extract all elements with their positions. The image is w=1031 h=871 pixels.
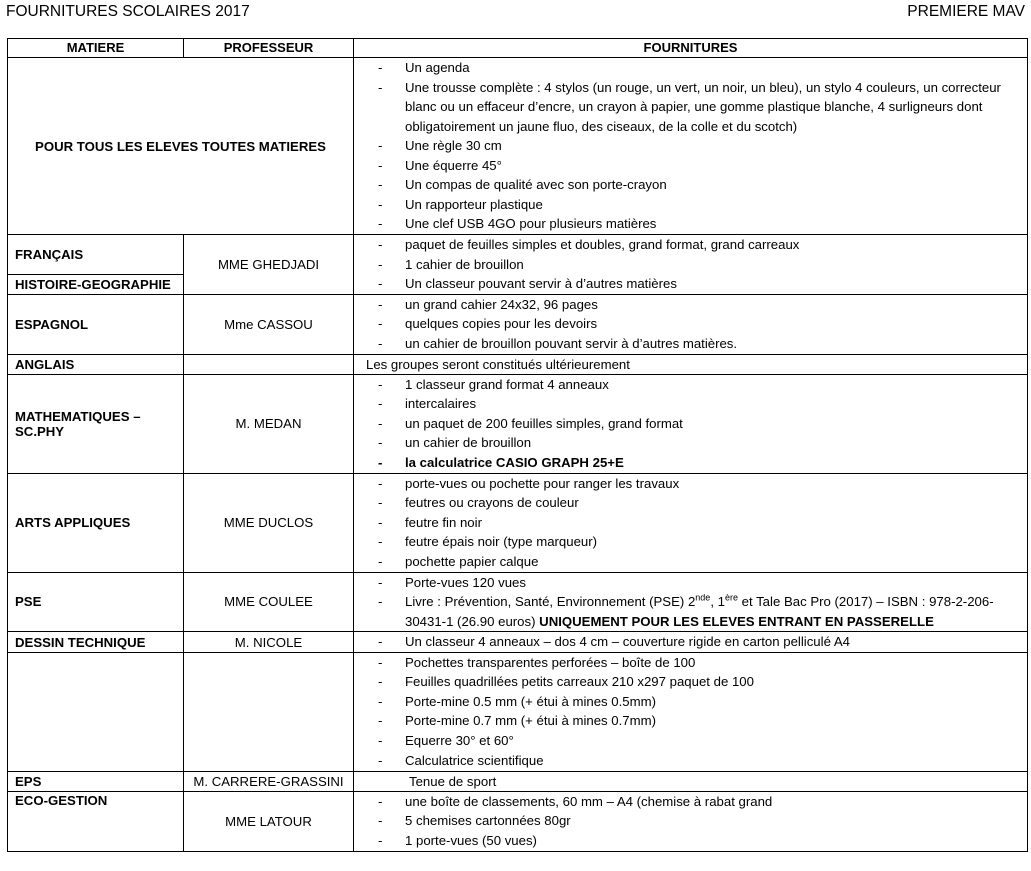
subject-cell: EPS bbox=[8, 771, 184, 791]
subject-cell bbox=[8, 652, 184, 771]
table-row bbox=[8, 572, 1028, 632]
list-item: - Porte-mine 0.7 mm (+ étui à mines 0.7mm) bbox=[354, 711, 1027, 731]
list-item: - 1 classeur grand format 4 anneaux bbox=[354, 375, 1027, 395]
list-item: - feutres ou crayons de couleur bbox=[354, 493, 1027, 513]
teacher-cell: MME DUCLOS bbox=[184, 473, 354, 572]
list-item: - Un compas de qualité avec son porte-crayon bbox=[354, 175, 1027, 195]
list-item: - quelques copies pour les devoirs bbox=[354, 314, 1027, 334]
list-item: - paquet de feuilles simples et doubles, grand format, grand carreaux bbox=[354, 235, 1027, 255]
teacher-cell bbox=[184, 354, 354, 374]
subject-cell: ESPAGNOL bbox=[8, 294, 184, 354]
note-text: Les groupes seront constitués ultérieurement bbox=[366, 356, 630, 372]
list-item: - une boîte de classements, 60 mm – A4 (chemise à rabat grand bbox=[354, 792, 1027, 812]
list-item: - Un rapporteur plastique bbox=[354, 195, 1027, 215]
table-row bbox=[8, 791, 1028, 851]
teacher-cell: M. NICOLE bbox=[184, 632, 354, 653]
teacher-cell: M. MEDAN bbox=[184, 374, 354, 473]
subject-cell: PSE bbox=[8, 572, 184, 632]
table-row bbox=[8, 235, 1028, 275]
document-title: FOURNITURES SCOLAIRES 2017 bbox=[6, 3, 250, 20]
list-item: - Un agenda bbox=[354, 58, 1027, 78]
list-item: - Une clef USB 4GO pour plusieurs matières bbox=[354, 214, 1027, 234]
list-item: - Porte-mine 0.5 mm (+ étui à mines 0.5mm) bbox=[354, 692, 1027, 712]
column-header-subject: MATIERE bbox=[8, 39, 184, 58]
subject-cell: ECO-GESTION bbox=[8, 791, 184, 851]
book-text: , 1 bbox=[710, 594, 725, 610]
list-item: - la calculatrice CASIO GRAPH 25+E bbox=[354, 453, 1027, 473]
supplies-cell bbox=[354, 632, 1028, 653]
class-name: PREMIERE MAV bbox=[907, 3, 1025, 20]
supplies-cell bbox=[354, 771, 1028, 791]
list-item: - 5 chemises cartonnées 80gr bbox=[354, 811, 1027, 831]
table-row bbox=[8, 294, 1028, 354]
table-row bbox=[8, 632, 1028, 653]
subject-cell: ANGLAIS bbox=[8, 354, 184, 374]
list-item: - Pochettes transparentes perforées – boîte de 100 bbox=[354, 653, 1027, 673]
list-item: - un paquet de 200 feuilles simples, grand format bbox=[354, 414, 1027, 434]
list-item: - Une règle 30 cm bbox=[354, 136, 1027, 156]
list-item: - Une équerre 45° bbox=[354, 156, 1027, 176]
teacher-cell: M. CARRERE-GRASSINI bbox=[184, 771, 354, 791]
supplies-table bbox=[7, 38, 1028, 852]
subject-cell: ARTS APPLIQUES bbox=[8, 473, 184, 572]
teacher-cell: MME LATOUR bbox=[184, 791, 354, 851]
list-item: - 1 porte-vues (50 vues) bbox=[354, 831, 1027, 851]
list-item: - intercalaires bbox=[354, 394, 1027, 414]
table-row bbox=[8, 354, 1028, 374]
superscript: ère bbox=[724, 592, 738, 603]
subject-cell: HISTOIRE-GEOGRAPHIE bbox=[8, 275, 184, 295]
subject-cell: DESSIN TECHNIQUE bbox=[8, 632, 184, 653]
supplies-cell bbox=[354, 791, 1028, 851]
list-item: - 1 cahier de brouillon bbox=[354, 255, 1027, 275]
subject-cell: FRANÇAIS bbox=[8, 235, 184, 275]
supplies-cell bbox=[354, 58, 1028, 235]
teacher-cell bbox=[184, 652, 354, 771]
note-text: Tenue de sport bbox=[409, 773, 497, 789]
list-item: - un grand cahier 24x32, 96 pages bbox=[354, 295, 1027, 315]
supplies-cell bbox=[354, 354, 1028, 374]
list-item: - feutre épais noir (type marqueur) bbox=[354, 532, 1027, 552]
list-item: - Calculatrice scientifique bbox=[354, 751, 1027, 771]
book-text: et Tale Bac Pro (2017) – ISBN : 978-2-206-30431-1 (26.90 euros) bbox=[405, 594, 994, 629]
table-header-row bbox=[8, 39, 1028, 58]
subject-cell: MATHEMATIQUES – SC.PHY bbox=[8, 374, 184, 473]
list-item: - Un classeur 4 anneaux – dos 4 cm – couverture rigide en carton pelliculé A4 bbox=[354, 632, 1027, 652]
superscript: nde bbox=[695, 592, 711, 603]
list-item: - Equerre 30° et 60° bbox=[354, 731, 1027, 751]
passerelle-note: UNIQUEMENT POUR LES ELEVES ENTRANT EN PASSERELLE bbox=[539, 613, 934, 629]
column-header-supplies: FOURNITURES bbox=[354, 39, 1028, 58]
supplies-cell bbox=[354, 473, 1028, 572]
table-row bbox=[8, 771, 1028, 791]
list-item: - un cahier de brouillon bbox=[354, 433, 1027, 453]
teacher-cell: MME GHEDJADI bbox=[184, 235, 354, 295]
book-text: Livre : Prévention, Santé, Environnement (PSE) 2 bbox=[405, 594, 696, 610]
list-item: - Une trousse complète : 4 stylos (un rouge, un vert, un noir, un bleu), un stylo 4 couleurs, un correcteur blanc ou un effaceur d’encre, un crayon à papier, une gomme plastique blanche, 4 surligneurs dont obligatoirement un jaune fluo, des ciseaux, de la colle et du scotch) bbox=[354, 78, 1027, 137]
table-row bbox=[8, 473, 1028, 572]
table-row bbox=[8, 374, 1028, 473]
list-item: - un cahier de brouillon pouvant servir à d’autres matières. bbox=[354, 334, 1027, 354]
column-header-teacher: PROFESSEUR bbox=[184, 39, 354, 58]
list-item: - Feuilles quadrillées petits carreaux 210 x297 paquet de 100 bbox=[354, 672, 1027, 692]
supplies-cell bbox=[354, 572, 1028, 632]
list-item: - porte-vues ou pochette pour ranger les travaux bbox=[354, 474, 1027, 494]
supplies-cell bbox=[354, 235, 1028, 295]
subject-cell: POUR TOUS LES ELEVES TOUTES MATIERES bbox=[8, 58, 354, 235]
list-item: - pochette papier calque bbox=[354, 552, 1027, 572]
supplies-cell bbox=[354, 652, 1028, 771]
table-row bbox=[8, 652, 1028, 771]
list-item: - feutre fin noir bbox=[354, 513, 1027, 533]
supplies-cell bbox=[354, 374, 1028, 473]
teacher-cell: Mme CASSOU bbox=[184, 294, 354, 354]
teacher-cell: MME COULEE bbox=[184, 572, 354, 632]
list-item: - Un classeur pouvant servir à d’autres matières bbox=[354, 274, 1027, 294]
list-item: - Porte-vues 120 vues bbox=[354, 573, 1027, 593]
list-item bbox=[354, 592, 1027, 631]
supplies-cell bbox=[354, 294, 1028, 354]
table-row bbox=[8, 58, 1028, 235]
